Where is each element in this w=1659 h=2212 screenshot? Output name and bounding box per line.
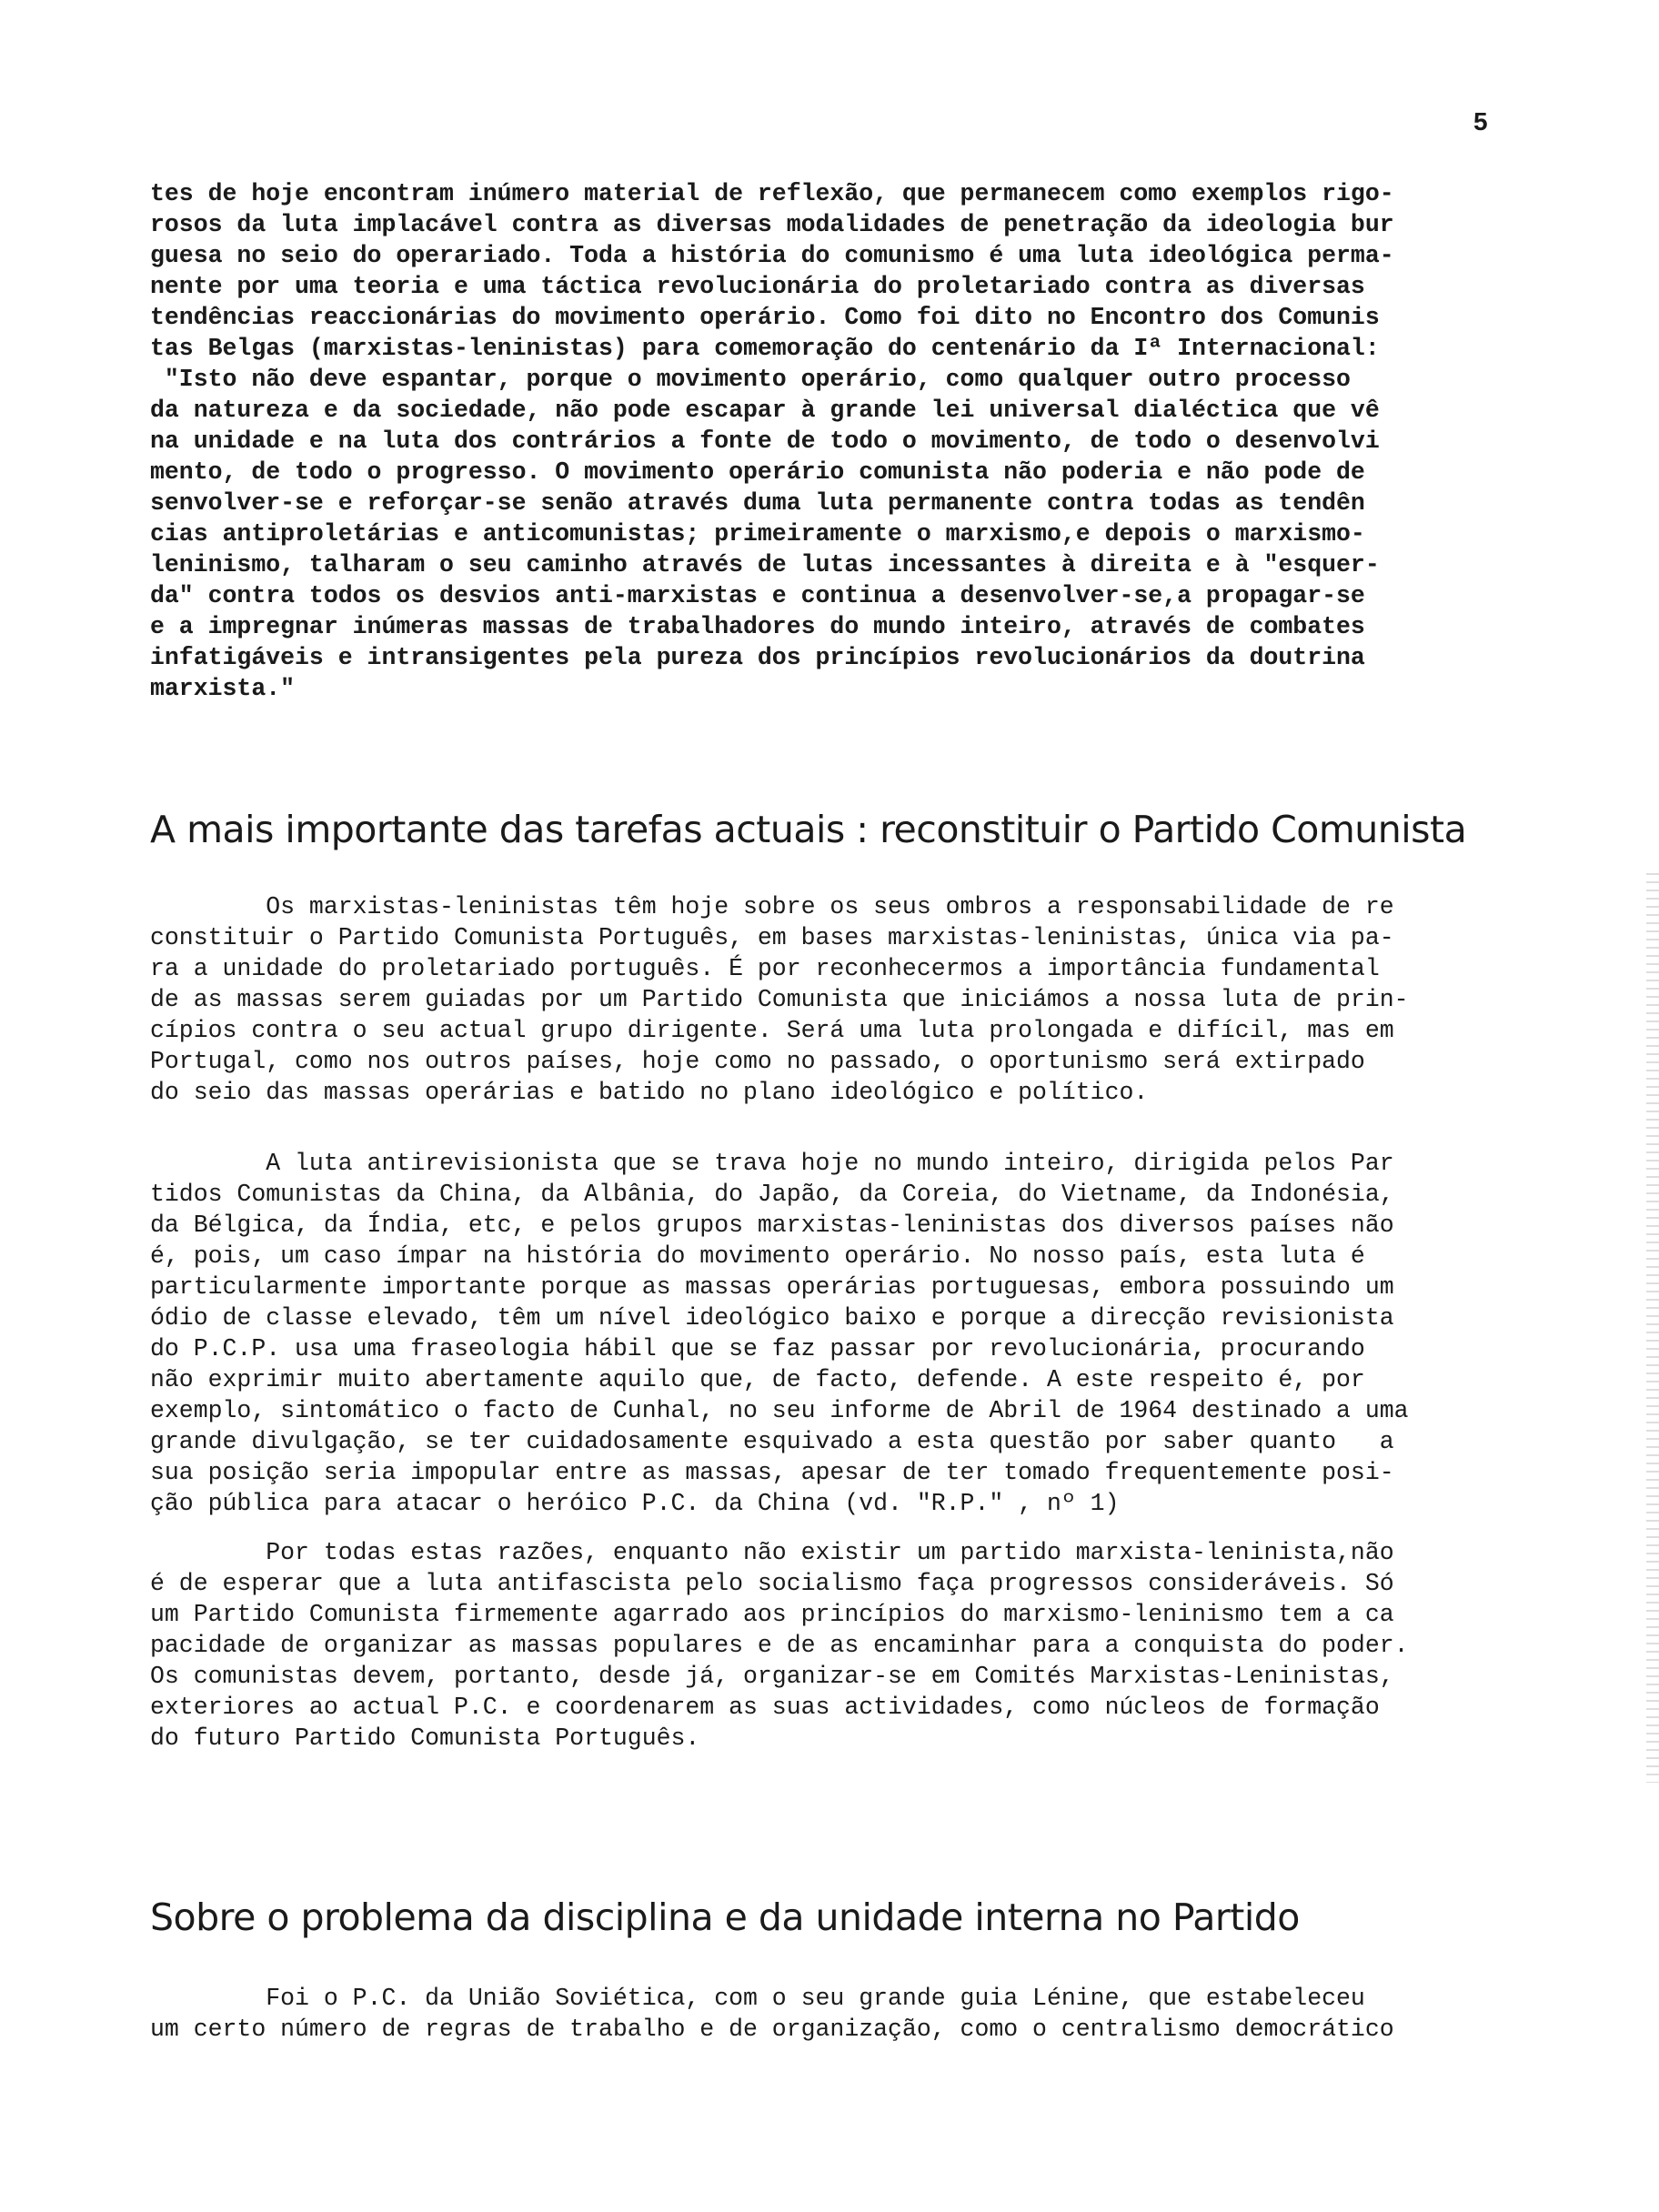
text-line: um Partido Comunista firmemente agarrado aos princípios do marxismo-leninismo tem a ca [150, 1601, 1394, 1628]
text-line: exemplo, sintomático o facto de Cunhal, no seu informe de Abril de 1964 destinado a uma [150, 1397, 1409, 1424]
text-line: nente por uma teoria e uma táctica revolucionária do proletariado contra as diversas [150, 273, 1365, 300]
text-line: Os marxistas-leninistas têm hoje sobre os seus ombros a responsabilidade de re [150, 893, 1394, 920]
text-line: é, pois, um caso ímpar na história do movimento operário. No nosso país, esta luta é [150, 1242, 1365, 1270]
text-line: exteriores ao actual P.C. e coordenarem as suas actividades, como núcleos de formação [150, 1694, 1380, 1721]
text-line: rosos da luta implacável contra as diversas modalidades de penetração da ideologia bur [150, 211, 1394, 238]
text-line: não exprimir muito abertamente aquilo que, de facto, defende. A este respeito é, por [150, 1366, 1365, 1393]
text-line: Por todas estas razões, enquanto não existir um partido marxista-leninista,não [150, 1539, 1394, 1566]
text-line: ódio de classe elevado, têm um nível ideológico baixo e porque a direcção revisionista [150, 1304, 1394, 1332]
text-line: do P.C.P. usa uma fraseologia hábil que se faz passar por revolucionária, procurando [150, 1335, 1365, 1362]
text-line: pacidade de organizar as massas populares e de as encaminhar para a conquista do poder. [150, 1632, 1409, 1659]
text-line: tas Belgas (marxistas-leninistas) para comemoração do centenário da Iª Internacional: [150, 335, 1380, 362]
text-line: mento, de todo o progresso. O movimento operário comunista não poderia e não pode de [150, 458, 1365, 486]
text-line: do seio das massas operárias e batido no plano ideológico e político. [150, 1079, 1149, 1106]
text-line: A luta antirevisionista que se trava hoje no mundo inteiro, dirigida pelos Par [150, 1150, 1394, 1177]
page-number: 5 [1473, 107, 1488, 136]
text-line: da" contra todos os desvios anti-marxistas e continua a desenvolver-se,a propagar-se [150, 582, 1365, 609]
text-line: Foi o P.C. da União Soviética, com o seu grande guia Lénine, que estabeleceu [150, 1985, 1365, 2012]
paragraph [150, 891, 1514, 1108]
quote-block [150, 178, 1514, 704]
text-line: e a impregnar inúmeras massas de trabalhadores do mundo inteiro, através de combates [150, 613, 1365, 640]
text-line: na unidade e na luta dos contrários a fonte de todo o movimento, de todo o desenvolvi [150, 427, 1380, 455]
text-line: guesa no seio do operariado. Toda a história do comunismo é uma luta ideológica perma- [150, 242, 1394, 269]
text-line: da natureza e da sociedade, não pode escapar à grande lei universal dialéctica que vê [150, 397, 1380, 424]
text-line: particularmente importante porque as massas operárias portuguesas, embora possuindo um [150, 1273, 1394, 1301]
scan-edge-marks [1646, 873, 1659, 1783]
text-line: é de esperar que a luta antifascista pelo socialismo faça progressos consideráveis. Só [150, 1570, 1394, 1597]
text-line: de as massas serem guiadas por um Partido Comunista que iniciámos a nossa luta de prin- [150, 986, 1409, 1013]
text-line: ra a unidade do proletariado português. É por reconhecermos a importância fundamental [150, 955, 1380, 982]
text-line: do futuro Partido Comunista Português. [150, 1724, 700, 1752]
text-line: constituir o Partido Comunista Português, em bases marxistas-leninistas, única via pa- [150, 924, 1394, 951]
text-line: tendências reaccionárias do movimento operário. Como foi dito no Encontro dos Comunis [150, 304, 1380, 331]
text-line: senvolver-se e reforçar-se senão através duma luta permanente contra todas as tendên [150, 489, 1365, 517]
paragraph [150, 1148, 1514, 1519]
section-heading-reconstituir: A mais importante das tarefas actuais : reconstituir o Partido Comunista [150, 808, 1467, 851]
text-line: grande divulgação, se ter cuidadosamente esquivado a esta questão por saber quanto a [150, 1428, 1394, 1455]
text-line: sua posição seria impopular entre as massas, apesar de ter tomado frequentemente posi- [150, 1459, 1394, 1486]
paragraph [150, 1537, 1514, 1754]
text-line: da Bélgica, da Índia, etc, e pelos grupos marxistas-leninistas dos diversos países não [150, 1212, 1394, 1239]
section-heading-disciplina: Sobre o problema da disciplina e da unidade interna no Partido [150, 1895, 1300, 1939]
paragraph [150, 1983, 1514, 2045]
text-line: cípios contra o seu actual grupo dirigente. Será uma luta prolongada e difícil, mas em [150, 1017, 1394, 1044]
text-line: marxista." [150, 675, 296, 702]
text-line: um certo número de regras de trabalho e de organização, como o centralismo democrático [150, 2016, 1394, 2043]
text-line: tes de hoje encontram inúmero material de reflexão, que permanecem como exemplos rigo- [150, 180, 1394, 207]
text-line: "Isto não deve espantar, porque o movimento operário, como qualquer outro processo [150, 366, 1351, 393]
text-line: infatigáveis e intransigentes pela pureza dos princípios revolucionários da doutrina [150, 644, 1365, 671]
text-line: Os comunistas devem, portanto, desde já, organizar-se em Comités Marxistas-Leninistas, [150, 1663, 1394, 1690]
text-line: leninismo, talharam o seu caminho através de lutas incessantes à direita e à "esquer- [150, 551, 1380, 578]
text-line: Portugal, como nos outros países, hoje como no passado, o oportunismo será extirpado [150, 1048, 1365, 1075]
text-line: ção pública para atacar o heróico P.C. da China (vd. "R.P." , nº 1) [150, 1490, 1120, 1517]
text-line: tidos Comunistas da China, da Albânia, do Japão, da Coreia, do Vietname, da Indonésia, [150, 1181, 1394, 1208]
text-line: cias antiproletárias e anticomunistas; primeiramente o marxismo,e depois o marxismo- [150, 520, 1365, 548]
